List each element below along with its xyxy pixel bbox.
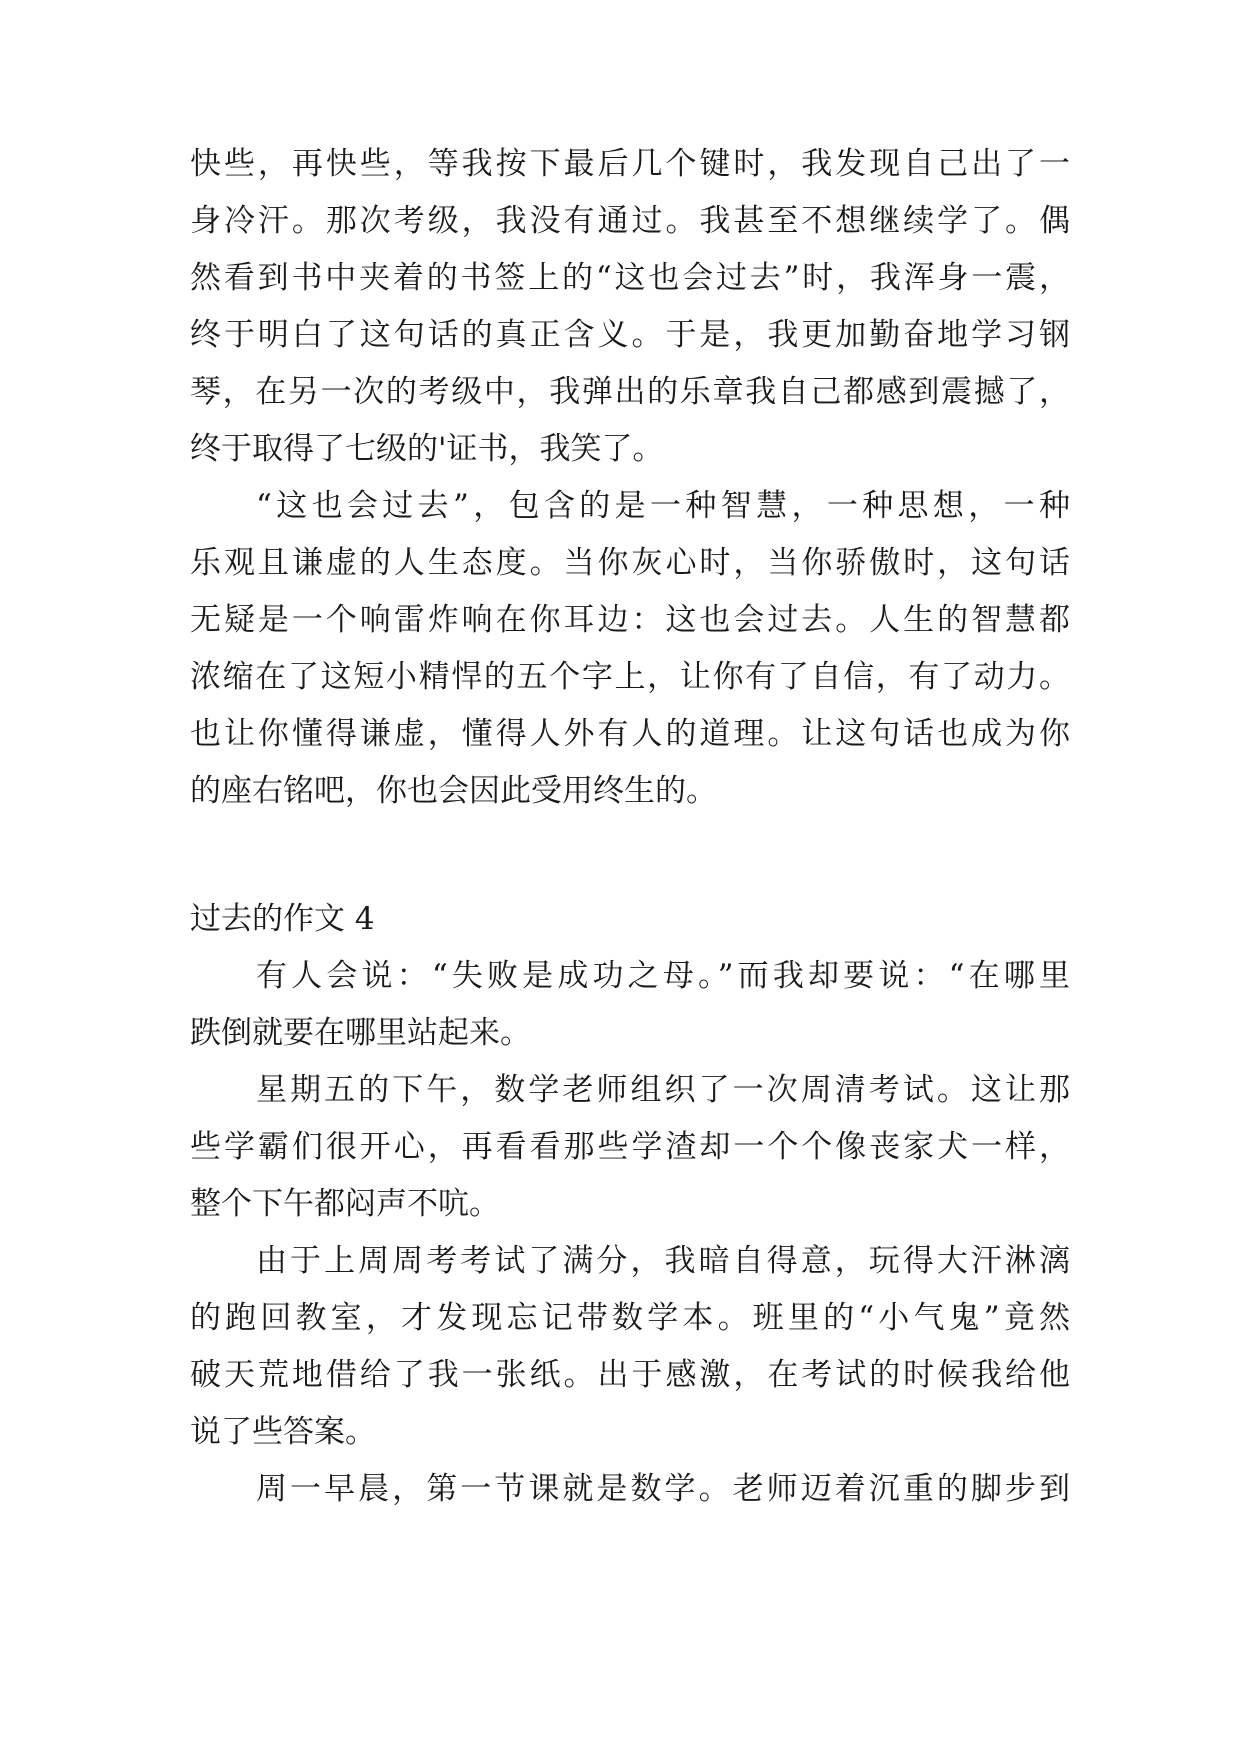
text-line: “这也会过去”，包含的是一种智慧，一种思想，一种 (256, 488, 1070, 524)
text-line: 周一早晨，第一节课就是数学。老师迈着沉重的脚步到 (256, 1471, 1070, 1507)
text-line: 无疑是一个响雷炸响在你耳边：这也会过去。人生的智慧都 (190, 602, 1070, 638)
text-line: 然看到书中夹着的书签上的“这也会过去”时，我浑身一震， (190, 260, 1070, 296)
text-line: 终于取得了七级的'证书，我笑了。 (190, 431, 664, 467)
text-line: 身冷汗。那次考级，我没有通过。我甚至不想继续学了。偶 (190, 203, 1070, 239)
text-line: 些学霸们很开心，再看看那些学渣却一个个像丧家犬一样， (190, 1129, 1070, 1165)
text-line: 破天荒地借给了我一张纸。出于感激，在考试的时候我给他 (190, 1357, 1070, 1393)
text-line: 由于上周周考考试了满分，我暗自得意，玩得大汗淋漓 (256, 1243, 1070, 1279)
text-line: 的座右铭吧，你也会因此受用终生的。 (190, 773, 717, 809)
text-line: 整个下午都闷声不吭。 (190, 1186, 500, 1222)
text-line: 快些，再快些，等我按下最后几个键时，我发现自己出了一 (190, 146, 1070, 182)
text-line: 说了些答案。 (190, 1414, 376, 1450)
text-line: 浓缩在了这短小精悍的五个字上，让你有了自信，有了动力。 (190, 659, 1070, 695)
section-heading: 过去的作文 4 (190, 901, 375, 937)
text-line: 乐观且谦虚的人生态度。当你灰心时，当你骄傲时，这句话 (190, 545, 1070, 581)
text-line: 终于明白了这句话的真正含义。于是，我更加勤奋地学习钢 (190, 317, 1070, 353)
text-line: 的跑回教室，才发现忘记带数学本。班里的“小气鬼”竟然 (190, 1300, 1070, 1336)
text-line: 琴，在另一次的考级中，我弹出的乐章我自己都感到震撼了， (190, 374, 1070, 410)
text-line: 也让你懂得谦虚，懂得人外有人的道理。让这句话也成为你 (190, 716, 1070, 752)
text-line: 有人会说：“失败是成功之母。”而我却要说：“在哪里 (256, 958, 1070, 994)
text-line: 跌倒就要在哪里站起来。 (190, 1015, 531, 1051)
text-line: 星期五的下午，数学老师组织了一次周清考试。这让那 (256, 1072, 1070, 1108)
